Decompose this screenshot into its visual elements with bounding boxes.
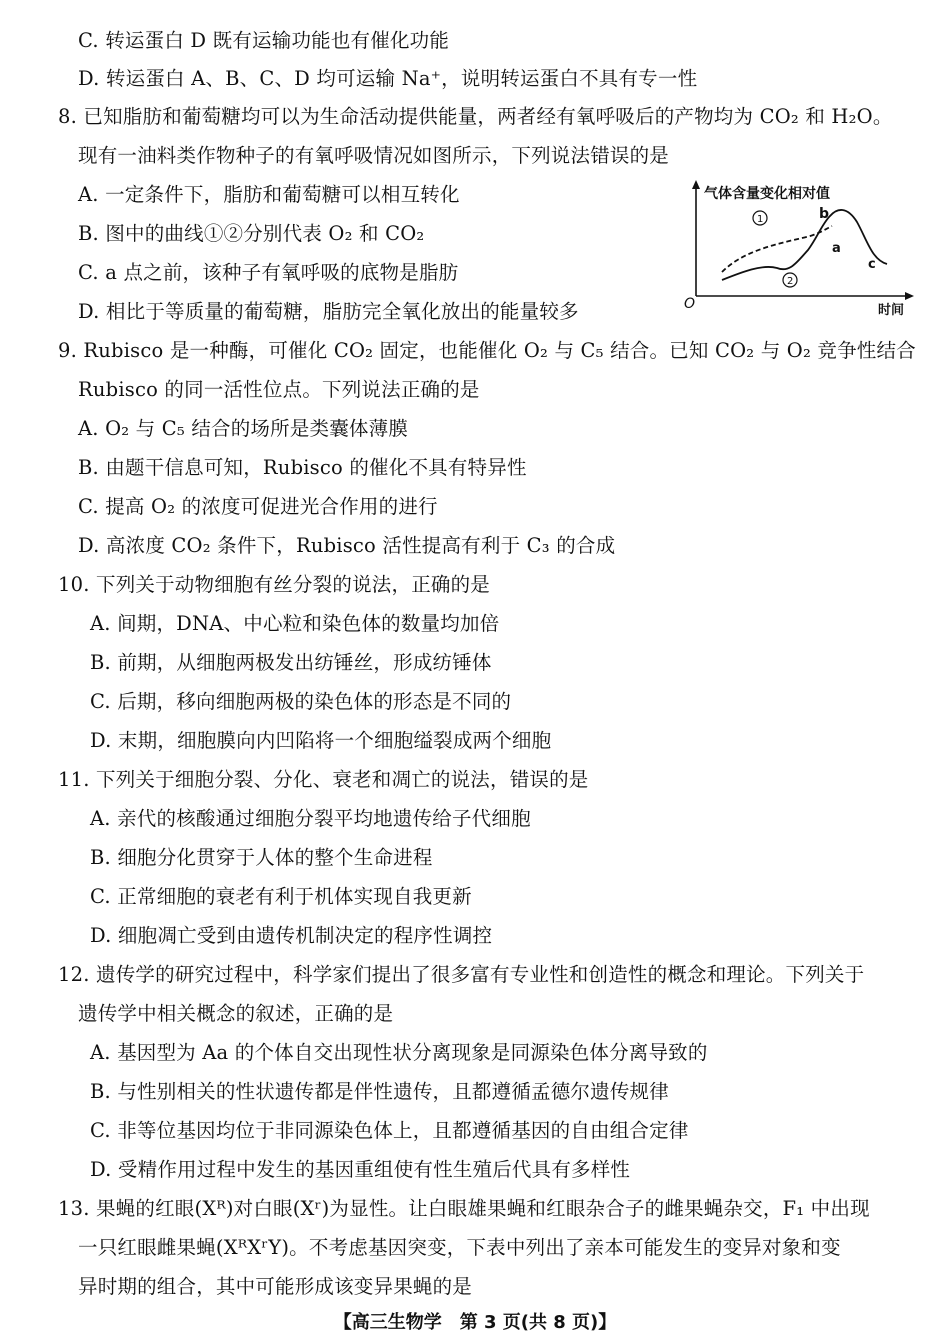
q8-option-b: B. 图中的曲线①②分别代表 O₂ 和 CO₂ (78, 222, 425, 245)
y-axis-label: 气体含量变化相对值 (704, 186, 830, 202)
q11-option-a: A. 亲代的核酸通过细胞分裂平均地遗传给子代细胞 (90, 807, 531, 830)
q13-stem-line3: 异时期的组合，其中可能形成该变异果蝇的是 (78, 1275, 473, 1298)
point-c-label: c (868, 257, 876, 272)
q8-stem-line1: 8. 已知脂肪和葡萄糖均可以为生命活动提供能量，两者经有氧呼吸后的产物均为 CO₂ 和 H₂O。 (58, 105, 893, 128)
q9-option-b: B. 由题干信息可知，Rubisco 的催化不具有特异性 (78, 456, 527, 479)
curve-1-num: 1 (757, 214, 764, 225)
curve-2-num: 2 (787, 276, 794, 287)
q12-stem-line2: 遗传学中相关概念的叙述，正确的是 (78, 1002, 394, 1025)
origin-label: O (684, 296, 696, 312)
q11-option-d: D. 细胞凋亡受到由遗传机制决定的程序性调控 (90, 924, 493, 947)
q9-option-d: D. 高浓度 CO₂ 条件下，Rubisco 活性提高有利于 C₃ 的合成 (78, 534, 616, 557)
q9-option-a: A. O₂ 与 C₅ 结合的场所是类囊体薄膜 (78, 417, 409, 440)
q10-option-b: B. 前期，从细胞两极发出纺锤丝，形成纺锤体 (90, 651, 492, 674)
page-footer: 【高三生物学 第 3 页(共 8 页)】 (333, 1312, 617, 1333)
q9-stem-line2: Rubisco 的同一活性位点。下列说法正确的是 (78, 378, 480, 401)
curve-1-dashed (722, 226, 832, 272)
q9-option-c: C. 提高 O₂ 的浓度可促进光合作用的进行 (78, 495, 438, 518)
point-b-label: b (819, 206, 830, 222)
q11-stem: 11. 下列关于细胞分裂、分化、衰老和凋亡的说法，错误的是 (58, 768, 589, 791)
q12-option-d: D. 受精作用过程中发生的基因重组使有性生殖后代具有多样性 (90, 1158, 631, 1181)
q8-stem-line2: 现有一油料类作物种子的有氧呼吸情况如图所示，下列说法错误的是 (78, 144, 670, 167)
y-axis-arrow (692, 180, 700, 189)
q8-figure-svg (682, 180, 914, 320)
x-axis-label: 时间 (878, 303, 905, 318)
q8-option-c: C. a 点之前，该种子有氧呼吸的底物是脂肪 (78, 261, 459, 284)
q10-option-a: A. 间期，DNA、中心粒和染色体的数量均加倍 (90, 612, 500, 635)
x-axis-arrow (905, 292, 914, 300)
q13-stem-line1: 13. 果蝇的红眼(Xᴿ)对白眼(Xʳ)为显性。让白眼雄果蝇和红眼杂合子的雌果蝇杂交，F₁ 中出现 (58, 1197, 870, 1220)
q12-option-c: C. 非等位基因均位于非同源染色体上，且都遵循基因的自由组合定律 (90, 1119, 689, 1142)
q8-option-d: D. 相比于等质量的葡萄糖，脂肪完全氧化放出的能量较多 (78, 300, 579, 323)
curve-2-solid (722, 210, 887, 280)
q7-option-d: D. 转运蛋白 A、B、C、D 均可运输 Na⁺，说明转运蛋白不具有专一性 (78, 67, 698, 90)
q10-stem: 10. 下列关于动物细胞有丝分裂的说法，正确的是 (58, 573, 491, 596)
q9-stem-line1: 9. Rubisco 是一种酶，可催化 CO₂ 固定，也能催化 O₂ 与 C₅ 结合。已知 CO₂ 与 O₂ 竞争性结合 (58, 339, 916, 362)
q12-option-b: B. 与性别相关的性状遗传都是伴性遗传，且都遵循孟德尔遗传规律 (90, 1080, 669, 1103)
q12-stem-line1: 12. 遗传学的研究过程中，科学家们提出了很多富有专业性和创造性的概念和理论。下列关于 (58, 963, 865, 986)
q8-respiration-figure (682, 180, 914, 320)
q8-option-a: A. 一定条件下，脂肪和葡萄糖可以相互转化 (78, 183, 460, 206)
q11-option-c: C. 正常细胞的衰老有利于机体实现自我更新 (90, 885, 472, 908)
q10-option-c: C. 后期，移向细胞两极的染色体的形态是不同的 (90, 690, 512, 713)
point-a-label: a (832, 241, 841, 256)
q13-stem-line2: 一只红眼雌果蝇(XᴿXʳY)。不考虑基因突变，下表中列出了亲本可能发生的变异对象和变 (78, 1236, 841, 1259)
q7-option-c: C. 转运蛋白 D 既有运输功能也有催化功能 (78, 29, 450, 52)
q11-option-b: B. 细胞分化贯穿于人体的整个生命进程 (90, 846, 433, 869)
q12-option-a: A. 基因型为 Aa 的个体自交出现性状分离现象是同源染色体分离导致的 (90, 1041, 708, 1064)
q10-option-d: D. 末期，细胞膜向内凹陷将一个细胞缢裂成两个细胞 (90, 729, 552, 752)
